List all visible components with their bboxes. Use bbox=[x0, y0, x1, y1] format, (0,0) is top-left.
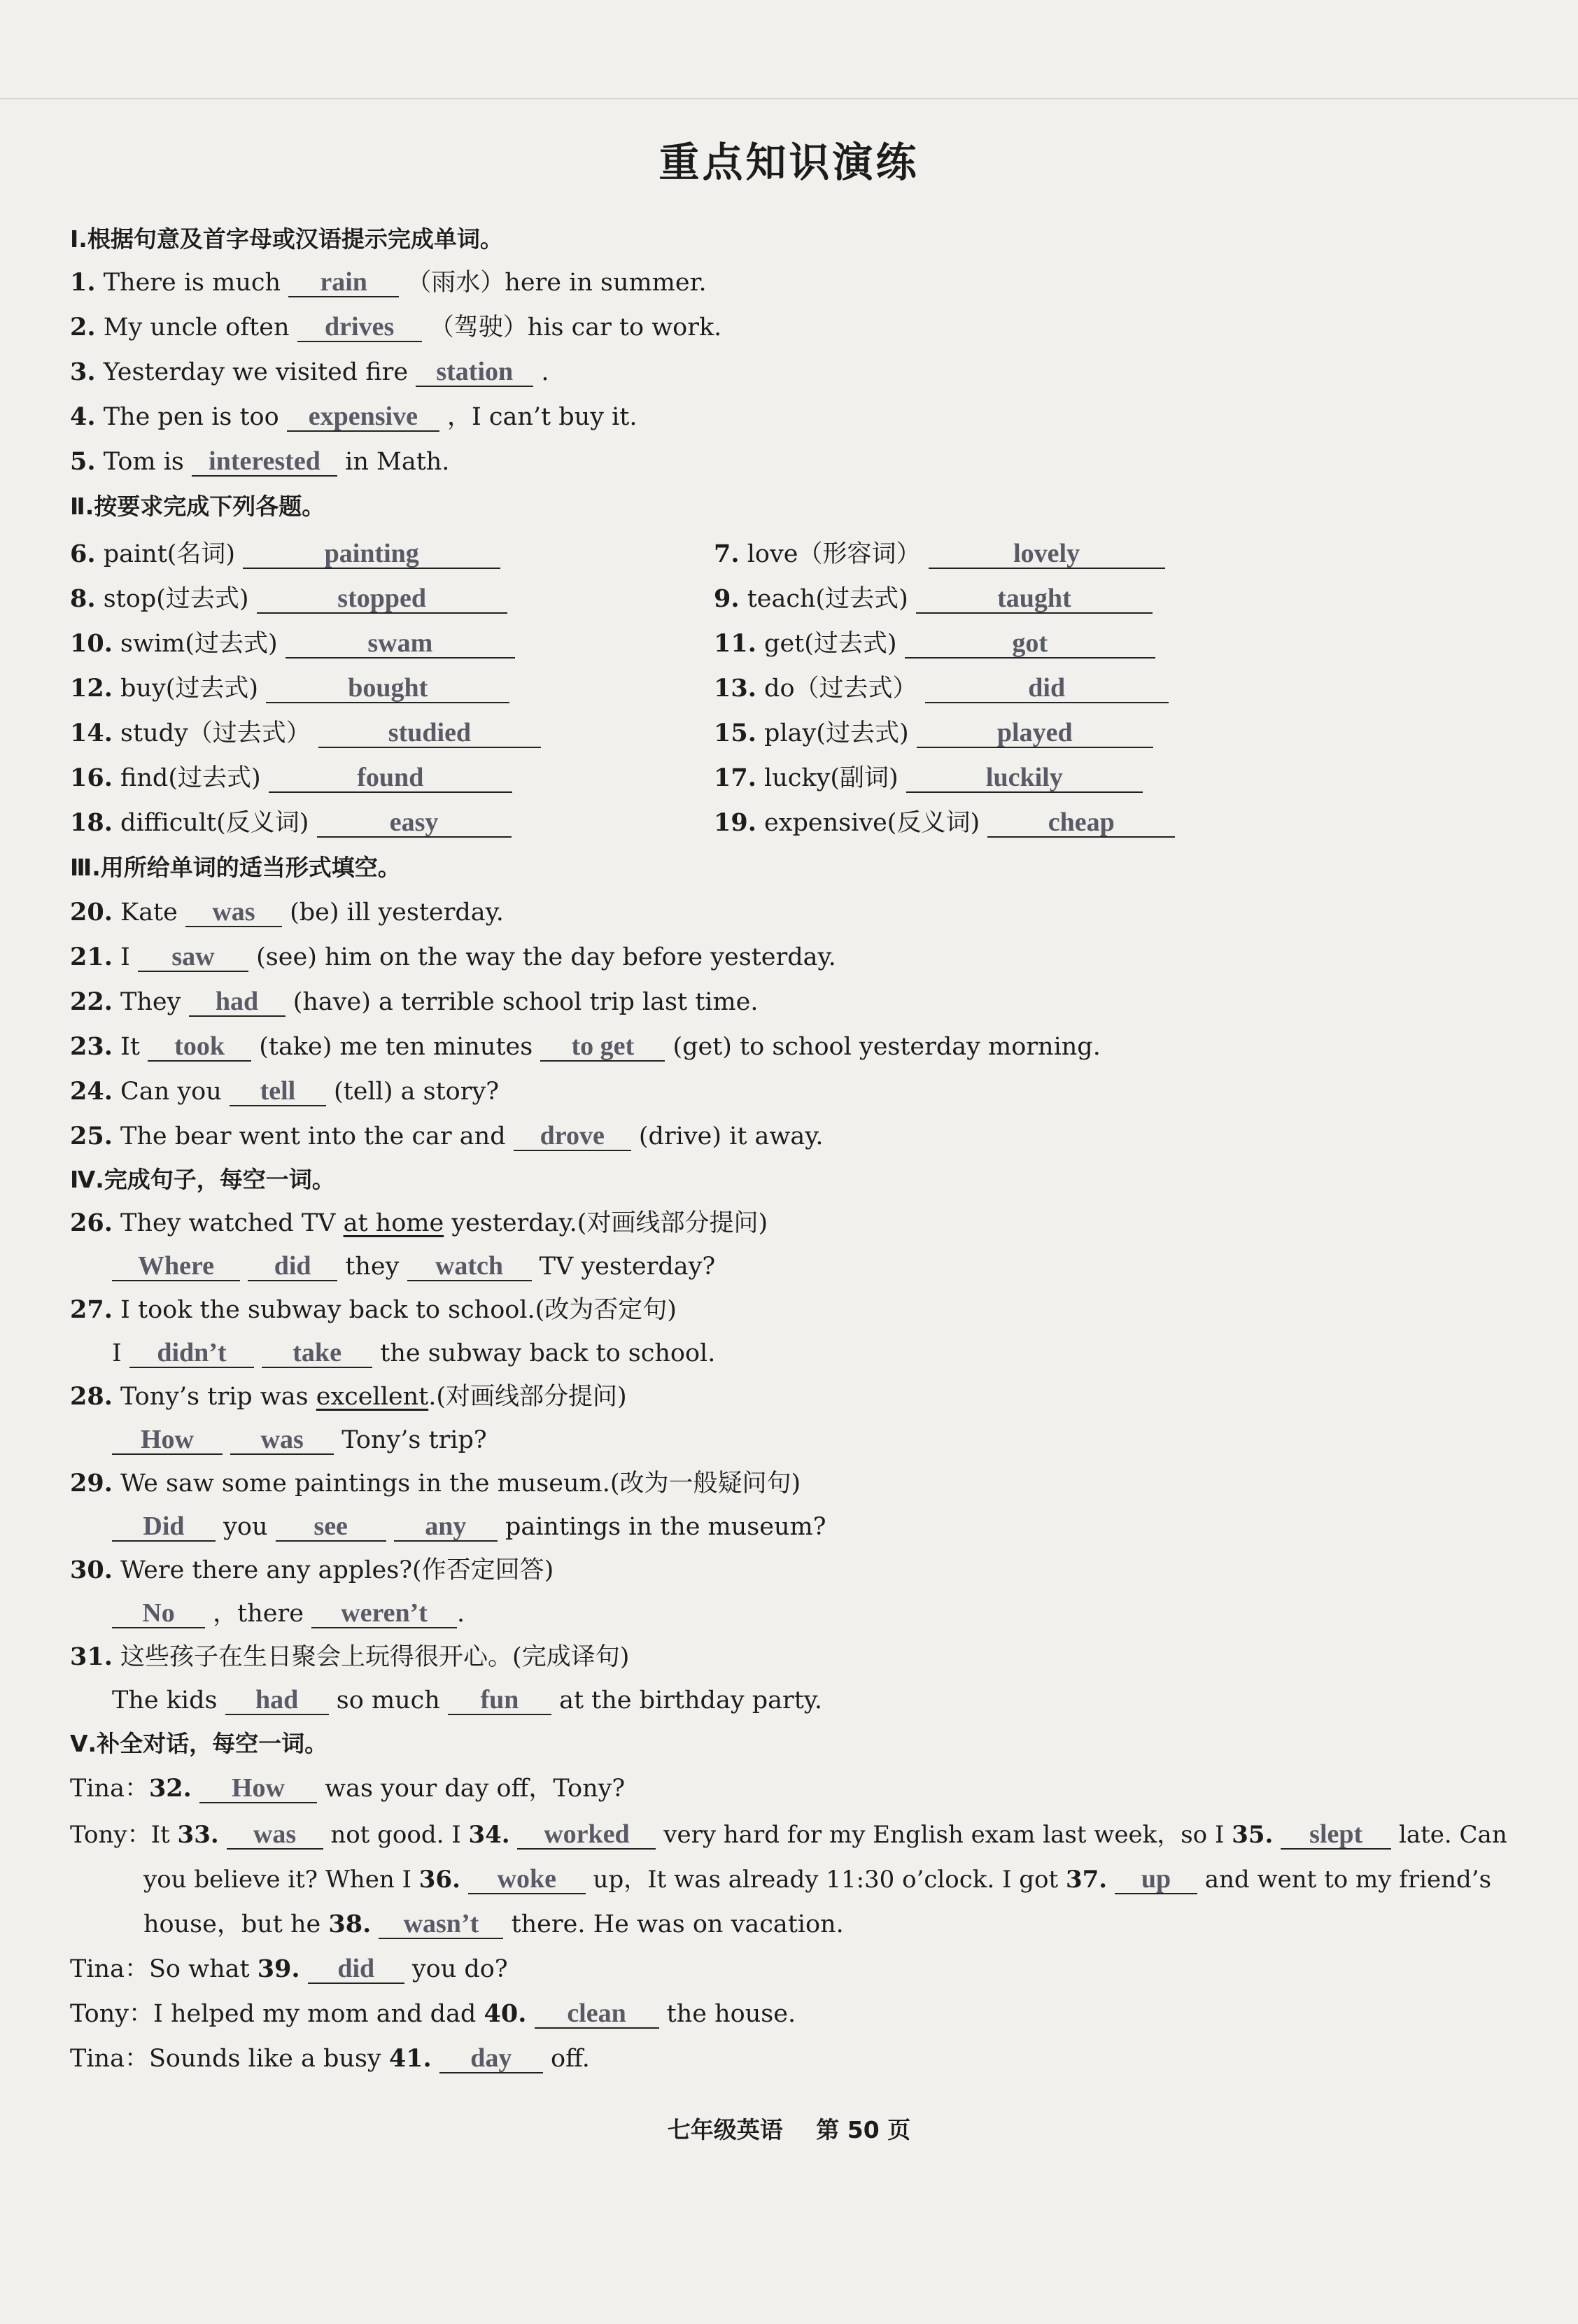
answer-blank[interactable]: to get bbox=[540, 1032, 665, 1062]
answer-blank[interactable]: weren’t bbox=[311, 1599, 457, 1628]
question-28 bbox=[70, 1381, 627, 1412]
question-text: Yesterday we visited fire bbox=[103, 358, 409, 386]
answer-blank[interactable]: How bbox=[199, 1774, 317, 1803]
answer-blank[interactable]: take bbox=[262, 1339, 372, 1368]
answer-blank[interactable]: got bbox=[905, 629, 1155, 659]
question-text: Can you bbox=[120, 1078, 222, 1106]
section-5-heading: Ⅴ.补全对话，每空一词。 bbox=[70, 1730, 328, 1757]
answer-blank[interactable]: was bbox=[230, 1425, 334, 1455]
answer-blank[interactable]: wasn’t bbox=[379, 1910, 503, 1939]
dialog-line-5 bbox=[70, 1954, 508, 1985]
answer-blank[interactable]: played bbox=[917, 719, 1153, 748]
answer-blank[interactable]: painting bbox=[243, 540, 500, 569]
answer-blank[interactable]: How bbox=[112, 1425, 223, 1455]
speaker-name: Tina： bbox=[70, 1775, 149, 1803]
question-text: in Math. bbox=[345, 448, 450, 476]
question-text: yesterday.(对画线部分提问) bbox=[451, 1209, 768, 1237]
dialog-text: you believe it? When I bbox=[143, 1866, 411, 1894]
question-text: ，there bbox=[213, 1600, 304, 1628]
question-18 bbox=[70, 808, 512, 838]
speaker-name: Tina： bbox=[70, 2045, 149, 2073]
question-26-answer bbox=[112, 1251, 715, 1282]
answer-blank[interactable]: saw bbox=[138, 943, 248, 972]
question-number: 35. bbox=[1232, 1821, 1274, 1849]
answer-blank[interactable]: didn’t bbox=[129, 1339, 254, 1368]
question-number: 23. bbox=[70, 1032, 113, 1061]
question-31 bbox=[70, 1642, 629, 1672]
answer-blank[interactable]: fun bbox=[448, 1686, 551, 1715]
question-text: I bbox=[120, 943, 130, 971]
dialog-text: not good. I bbox=[330, 1821, 461, 1849]
question-text: Were there any apples?(作否定回答) bbox=[120, 1556, 554, 1584]
question-5 bbox=[70, 446, 449, 477]
question-text: stop(过去式) bbox=[103, 585, 249, 613]
question-text: get(过去式) bbox=[764, 630, 897, 658]
question-number: 10. bbox=[70, 629, 113, 658]
question-number: 20. bbox=[70, 898, 113, 927]
question-23 bbox=[70, 1031, 1101, 1062]
question-number: 9. bbox=[714, 584, 740, 613]
question-text: play(过去式) bbox=[764, 719, 909, 747]
answer-blank[interactable]: took bbox=[148, 1032, 251, 1062]
question-text: The kids bbox=[112, 1686, 218, 1714]
question-21 bbox=[70, 942, 836, 973]
question-number: 13. bbox=[714, 674, 756, 703]
answer-blank[interactable]: lovely bbox=[929, 540, 1165, 569]
question-24 bbox=[70, 1076, 499, 1107]
question-number: 39. bbox=[257, 1955, 300, 1983]
dialog-text: So what bbox=[148, 1955, 250, 1983]
question-29-answer bbox=[112, 1512, 826, 1542]
answer-blank[interactable]: expensive bbox=[287, 402, 439, 432]
question-6 bbox=[70, 539, 500, 570]
dialog-text: house，but he bbox=[143, 1910, 321, 1938]
question-number: 1. bbox=[70, 268, 96, 297]
answer-blank[interactable]: station bbox=[416, 358, 533, 387]
answer-blank[interactable]: Did bbox=[112, 1512, 216, 1542]
question-text: Tony’s trip? bbox=[341, 1426, 487, 1454]
question-text: (take) me ten minutes bbox=[259, 1033, 533, 1061]
question-text: (get) to school yesterday morning. bbox=[672, 1033, 1101, 1061]
question-number: 15. bbox=[714, 719, 756, 747]
question-number: 22. bbox=[70, 987, 113, 1016]
question-number: 19. bbox=[714, 808, 756, 837]
dialog-text: and went to my friend’s bbox=[1204, 1866, 1492, 1894]
question-16 bbox=[70, 763, 512, 794]
dialog-line-1 bbox=[70, 1773, 625, 1804]
answer-blank[interactable]: worked bbox=[517, 1820, 656, 1850]
dialog-text: off. bbox=[551, 2045, 590, 2073]
dialog-line-4 bbox=[143, 1909, 844, 1940]
question-2 bbox=[70, 312, 721, 343]
speaker-name: Tina： bbox=[70, 1955, 149, 1983]
question-text: Kate bbox=[120, 899, 178, 927]
question-text: . bbox=[457, 1600, 465, 1628]
question-text: paintings in the museum? bbox=[505, 1513, 826, 1541]
question-text: (see) him on the way the day before yesterday. bbox=[256, 943, 836, 971]
question-4 bbox=[70, 402, 637, 432]
question-number: 26. bbox=[70, 1209, 113, 1237]
answer-blank[interactable]: watch bbox=[407, 1252, 532, 1281]
answer-blank[interactable]: had bbox=[225, 1686, 329, 1715]
answer-blank[interactable]: luckily bbox=[906, 763, 1143, 793]
question-text: （驾驶）his car to work. bbox=[429, 314, 722, 341]
page-title: 重点知识演练 bbox=[658, 139, 920, 186]
question-number: 17. bbox=[714, 763, 756, 792]
answer-blank[interactable]: easy bbox=[317, 808, 512, 838]
question-text: lucky(副词) bbox=[764, 764, 899, 792]
question-text: difficult(反义词) bbox=[120, 809, 309, 837]
question-number: 12. bbox=[70, 674, 113, 703]
question-text: teach(过去式) bbox=[747, 585, 908, 613]
question-number: 30. bbox=[70, 1556, 113, 1584]
answer-blank[interactable]: drives bbox=[297, 313, 422, 342]
question-number: 16. bbox=[70, 763, 113, 792]
question-30-answer bbox=[112, 1598, 465, 1629]
question-30 bbox=[70, 1555, 554, 1586]
question-number: 6. bbox=[70, 540, 96, 568]
dialog-text: very hard for my English exam last week，so I bbox=[663, 1821, 1225, 1849]
answer-blank[interactable]: tell bbox=[230, 1077, 326, 1106]
answer-blank[interactable]: No bbox=[112, 1599, 205, 1628]
question-10 bbox=[70, 628, 515, 659]
dialog-text: the house. bbox=[666, 2000, 796, 2028]
dialog-text: you do? bbox=[411, 1955, 508, 1983]
answer-blank[interactable]: did bbox=[248, 1252, 337, 1281]
question-number: 3. bbox=[70, 358, 96, 386]
dialog-text: late. Can bbox=[1398, 1821, 1507, 1849]
question-number: 25. bbox=[70, 1122, 113, 1150]
question-number: 38. bbox=[328, 1910, 372, 1938]
question-text: The pen is too bbox=[103, 403, 279, 431]
section-1-heading: Ⅰ.根据句意及首字母或汉语提示完成单词。 bbox=[70, 225, 503, 253]
answer-blank[interactable]: taught bbox=[916, 584, 1153, 614]
dialog-text: Sounds like a busy bbox=[148, 2045, 381, 2073]
question-15 bbox=[714, 718, 1153, 749]
footer-subject: 七年级英语 bbox=[667, 2116, 783, 2143]
question-text: We saw some paintings in the museum.(改为一般疑问句) bbox=[120, 1470, 801, 1498]
dialog-text: was your day off，Tony? bbox=[325, 1775, 626, 1803]
question-text: Tony’s trip was bbox=[120, 1383, 309, 1411]
question-number: 29. bbox=[70, 1469, 113, 1498]
question-number: 5. bbox=[70, 447, 96, 476]
dialog-text: It bbox=[150, 1821, 170, 1849]
dialog-line-6 bbox=[70, 1999, 796, 2029]
answer-blank[interactable]: see bbox=[276, 1512, 386, 1542]
answer-blank[interactable]: had bbox=[189, 987, 286, 1017]
answer-blank[interactable]: interested bbox=[192, 447, 337, 477]
question-text: It bbox=[120, 1033, 140, 1061]
page-fold-line bbox=[0, 98, 1578, 99]
speaker-name: Tony： bbox=[70, 2000, 154, 2028]
question-25 bbox=[70, 1121, 823, 1152]
question-27-answer bbox=[112, 1338, 715, 1369]
question-7 bbox=[714, 539, 1165, 570]
answer-blank[interactable]: was bbox=[227, 1820, 323, 1850]
question-text: (have) a terrible school trip last time. bbox=[293, 988, 759, 1016]
answer-blank[interactable]: stopped bbox=[257, 584, 507, 614]
question-text: love（形容词） bbox=[747, 540, 921, 568]
section-4-heading: Ⅳ.完成句子，每空一词。 bbox=[70, 1166, 335, 1193]
question-text: study（过去式） bbox=[120, 719, 311, 747]
underlined-phrase: at home bbox=[343, 1209, 444, 1237]
answer-blank[interactable]: cheap bbox=[987, 808, 1175, 838]
question-3 bbox=[70, 357, 549, 388]
question-text: so much bbox=[336, 1686, 440, 1714]
dialog-text: up，It was already 11:30 o’clock. I got bbox=[593, 1866, 1059, 1894]
question-text: find(过去式) bbox=[120, 764, 261, 792]
question-text: TV yesterday? bbox=[539, 1253, 716, 1281]
question-text: They bbox=[120, 988, 181, 1016]
question-text: they bbox=[345, 1253, 400, 1281]
dialog-text: I helped my mom and dad bbox=[153, 2000, 477, 2028]
question-text: ，I can’t buy it. bbox=[446, 403, 637, 431]
question-text: There is much bbox=[103, 269, 281, 297]
question-number: 14. bbox=[70, 719, 113, 747]
question-text: the subway back to school. bbox=[380, 1339, 716, 1367]
question-number: 4. bbox=[70, 402, 96, 431]
speaker-name: Tony： bbox=[70, 1821, 151, 1849]
question-number: 2. bbox=[70, 313, 96, 341]
question-number: 36. bbox=[418, 1866, 460, 1894]
question-number: 24. bbox=[70, 1077, 113, 1106]
answer-blank[interactable]: clean bbox=[535, 1999, 659, 2029]
section-3-heading: Ⅲ.用所给单词的适当形式填空。 bbox=[70, 854, 401, 881]
question-19 bbox=[714, 808, 1175, 838]
answer-blank[interactable]: did bbox=[925, 674, 1169, 703]
question-number: 31. bbox=[70, 1642, 113, 1671]
question-text: . bbox=[541, 358, 549, 386]
answer-blank[interactable]: did bbox=[308, 1955, 404, 1984]
answer-blank[interactable]: up bbox=[1115, 1865, 1197, 1894]
answer-blank[interactable]: swam bbox=[286, 629, 515, 659]
question-text: (be) ill yesterday. bbox=[290, 899, 504, 927]
answer-blank[interactable]: any bbox=[394, 1512, 498, 1542]
question-20 bbox=[70, 897, 504, 928]
question-text: at the birthday party. bbox=[559, 1686, 823, 1714]
dialog-line-7 bbox=[70, 2043, 590, 2074]
question-12 bbox=[70, 673, 509, 704]
question-number: 21. bbox=[70, 943, 113, 971]
question-number: 40. bbox=[484, 1999, 527, 2028]
question-number: 8. bbox=[70, 584, 96, 613]
answer-blank[interactable]: studied bbox=[318, 719, 541, 748]
question-29 bbox=[70, 1468, 801, 1499]
question-28-answer bbox=[112, 1425, 487, 1456]
answer-blank[interactable]: day bbox=[439, 2044, 543, 2073]
question-13 bbox=[714, 673, 1169, 704]
question-text: My uncle often bbox=[103, 314, 290, 341]
question-text: They watched TV bbox=[120, 1209, 336, 1237]
question-text: 这些孩子在生日聚会上玩得很开心。(完成译句) bbox=[120, 1643, 630, 1671]
question-text: The bear went into the car and bbox=[120, 1122, 506, 1150]
question-1 bbox=[70, 267, 707, 298]
question-number: 27. bbox=[70, 1295, 113, 1324]
question-number: 28. bbox=[70, 1382, 113, 1411]
question-31-answer bbox=[112, 1685, 822, 1716]
answer-blank[interactable]: rain bbox=[288, 268, 399, 297]
question-text: I bbox=[112, 1339, 122, 1367]
dialog-line-2 bbox=[70, 1819, 1507, 1850]
question-27 bbox=[70, 1295, 677, 1325]
question-26 bbox=[70, 1208, 768, 1239]
question-text: swim(过去式) bbox=[120, 630, 278, 658]
question-8 bbox=[70, 584, 507, 614]
question-number: 7. bbox=[714, 540, 740, 568]
question-number: 41. bbox=[388, 2044, 432, 2073]
question-text: （雨水）here in summer. bbox=[407, 269, 707, 297]
question-9 bbox=[714, 584, 1153, 614]
dialog-line-3 bbox=[143, 1864, 1491, 1895]
page-footer bbox=[0, 2112, 1578, 2145]
dialog-text: there. He was on vacation. bbox=[511, 1910, 844, 1938]
question-number: 32. bbox=[148, 1774, 192, 1803]
underlined-phrase: excellent bbox=[316, 1383, 429, 1411]
section-2-heading: Ⅱ.按要求完成下列各题。 bbox=[70, 493, 325, 520]
question-text: (drive) it away. bbox=[638, 1122, 824, 1150]
question-number: 11. bbox=[714, 629, 756, 658]
question-number: 33. bbox=[177, 1821, 219, 1849]
answer-blank[interactable]: woke bbox=[468, 1865, 586, 1894]
question-text: Tom is bbox=[103, 448, 184, 476]
question-14 bbox=[70, 718, 541, 749]
question-text: expensive(反义词) bbox=[764, 809, 980, 837]
answer-blank[interactable]: slept bbox=[1281, 1820, 1391, 1850]
question-22 bbox=[70, 987, 758, 1017]
answer-blank[interactable]: bought bbox=[266, 674, 509, 703]
question-text: (tell) a story? bbox=[334, 1078, 499, 1106]
answer-blank[interactable]: Where bbox=[112, 1252, 240, 1281]
answer-blank[interactable]: drove bbox=[514, 1122, 631, 1151]
question-text: buy(过去式) bbox=[120, 675, 259, 703]
question-text: do（过去式） bbox=[764, 675, 917, 703]
answer-blank[interactable]: was bbox=[185, 898, 282, 927]
question-text: you bbox=[223, 1513, 268, 1541]
footer-page-number: 第 50 页 bbox=[816, 2116, 911, 2143]
question-text: I took the subway back to school.(改为否定句) bbox=[120, 1296, 677, 1324]
question-text: .(对画线部分提问) bbox=[428, 1383, 627, 1411]
answer-blank[interactable]: found bbox=[269, 763, 512, 793]
question-number: 34. bbox=[468, 1821, 510, 1849]
question-text: paint(名词) bbox=[103, 540, 236, 568]
question-number: 18. bbox=[70, 808, 113, 837]
question-17 bbox=[714, 763, 1143, 794]
question-11 bbox=[714, 628, 1155, 659]
question-number: 37. bbox=[1065, 1866, 1108, 1894]
